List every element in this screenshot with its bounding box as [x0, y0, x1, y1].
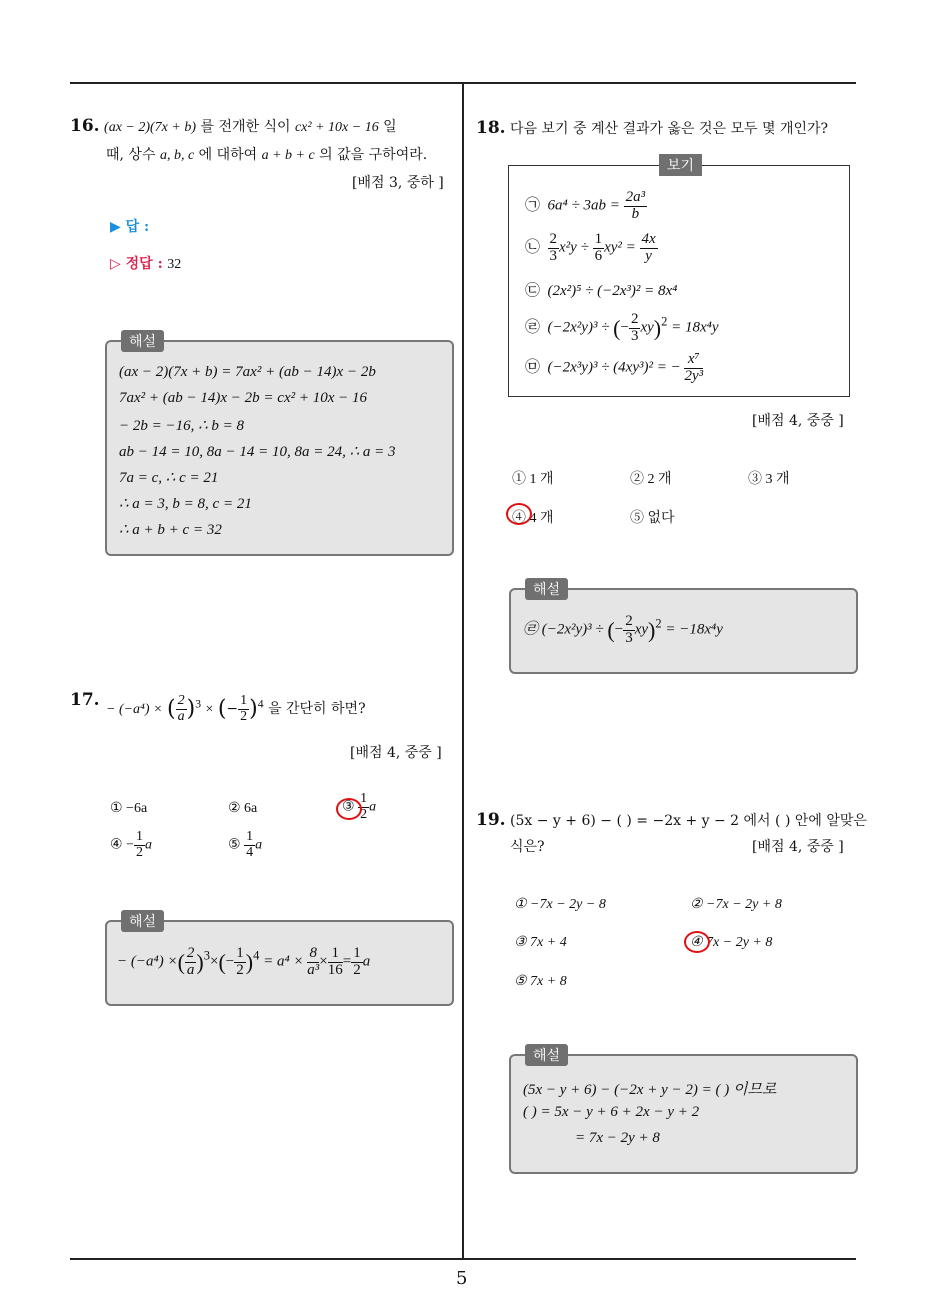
question-number: 18. — [476, 118, 506, 138]
option-3[interactable]: ③ 3 개 — [748, 472, 790, 487]
math-expr: (ax − 2)(7x + b) — [104, 120, 197, 135]
question-text: (5x − y + 6) − ( ) = −2x + y − 2 에서 ( ) 안에 알맞은 — [510, 813, 867, 829]
solution-line: (ax − 2)(7x + b) = 7ax² + (ab − 14)x − 2b — [119, 364, 376, 380]
option-4[interactable]: ④ 4 개 — [512, 511, 554, 526]
selected-mark — [336, 798, 362, 820]
option-4[interactable]: ④ − $\frac{1}{2}$ a — [110, 829, 152, 860]
bogi-item: ㉣ (−2x²y)³ ÷ (− $\frac{2}{3}$ xy)$^2$ = 18x⁴y — [525, 311, 719, 344]
option-3[interactable]: ③ 7x + 4 — [514, 935, 567, 950]
solution-line: (5x − y + 6) − (−2x + y − 2) = ( ) 이므로 — [523, 1082, 777, 1098]
question-text: 의 값을 구하여라. — [319, 147, 428, 163]
solution-tag: 해설 — [121, 330, 164, 352]
selected-mark — [506, 503, 532, 525]
bogi-item: ㉤ (−2x³y)³ ÷ (4xy³)² = − $\frac{\text{x⁷}}{\text{2y³}}$ — [525, 351, 704, 384]
question-19 — [476, 810, 867, 830]
bottom-rule — [70, 1258, 856, 1260]
option-1[interactable]: ① 1 개 — [512, 472, 554, 487]
option-4[interactable]: ④ 7x − 2y + 8 — [690, 935, 773, 950]
solution-box-19 — [509, 1048, 858, 1174]
question-text: 때, 상수 — [106, 147, 156, 163]
score-label: [배점 4, 중중 ] — [752, 839, 844, 855]
question-number: 17. — [70, 690, 100, 710]
correct-label: ▷ 정답 : — [110, 256, 163, 272]
option-2[interactable]: ② −7x − 2y + 8 — [690, 897, 782, 912]
solution-line: − (−a⁴) ×( $\frac{2}{a}$ )$^3$×(− $\frac{1}{2}$ )$^4$ = a⁴ × $\frac{8}{\text{a³}}$ × $\frac{1}{16}$ = $\frac{1}{2}$ a — [117, 945, 371, 978]
column-divider — [462, 82, 464, 1260]
solution-line: − 2b = −16, ∴ b = 8 — [119, 418, 245, 434]
option-5[interactable]: ⑤ $\frac{1}{4}$ a — [228, 829, 263, 860]
bogi-item: ㉠ 6a⁴ ÷ 3ab = $\frac{\text{2a³}}{b}$ — [525, 189, 646, 222]
score-label: [배점 4, 중중 ] — [752, 413, 844, 429]
selected-mark — [684, 931, 710, 953]
question-text: 를 전개한 식이 — [200, 119, 291, 135]
option-3[interactable]: ③ $\frac{1}{2}$ a — [342, 791, 377, 822]
correct-answer — [110, 253, 181, 273]
question-text: 식은? — [510, 839, 545, 855]
option-2[interactable]: ② 6a — [228, 801, 258, 816]
solution-box-17 — [105, 914, 454, 1006]
math-expr: cx² + 10x − 16 — [294, 120, 379, 135]
correct-value: 32 — [167, 257, 182, 272]
question-number: 16. — [70, 116, 100, 136]
solution-box-16 — [105, 334, 454, 556]
solution-box-18 — [509, 582, 858, 674]
math-expr: a + b + c — [261, 148, 315, 163]
question-text: 일 — [383, 119, 397, 135]
solution-line: ㉣ (−2x²y)³ ÷ (− $\frac{2}{3}$ xy)$^2$ = −18x⁴y — [523, 613, 723, 646]
option-5[interactable]: ⑤ 없다 — [630, 511, 675, 526]
answer-label: ▶ 답 : — [110, 219, 150, 235]
score-label: [배점 4, 중중 ] — [350, 745, 442, 761]
solution-tag: 해설 — [525, 578, 568, 600]
solution-line: 7ax² + (ab − 14)x − 2b = cx² + 10x − 16 — [119, 390, 368, 406]
math-expr: a, b, c — [159, 148, 195, 163]
question-text: 에 대하여 — [198, 147, 258, 163]
solution-line: 7a = c, ∴ c = 21 — [119, 470, 219, 486]
solution-line: ∴ a = 3, b = 8, c = 21 — [119, 496, 252, 512]
solution-line: ab − 14 = 10, 8a − 14 = 10, 8a = 24, ∴ a = 3 — [119, 444, 396, 460]
bogi-box — [508, 158, 850, 397]
question-17-expr: − (−a⁴) × ( $\frac{2}{a}$ )$^3$ × (− $\frac{1}{2}$ )$^4$ 을 간단히 하면? — [106, 693, 366, 724]
bogi-item: ㉡ $\frac{2}{3}$ x²y ÷ $\frac{1}{6}$ xy² = $\frac{4x}{y}$ — [525, 231, 656, 264]
question-text: 을 간단히 하면? — [268, 701, 366, 718]
bogi-item: ㉢ (2x²)⁵ ÷ (−2x³)² = 8x⁴ — [525, 283, 678, 299]
question-text: 다음 보기 중 계산 결과가 옳은 것은 모두 몇 개인가? — [510, 121, 829, 137]
solution-line: ( ) = 5x − y + 6 + 2x − y + 2 — [523, 1104, 700, 1120]
bogi-tag: 보기 — [659, 154, 702, 176]
solution-line: ∴ a + b + c = 32 — [119, 522, 222, 538]
solution-line: = 7x − 2y + 8 — [575, 1130, 660, 1146]
question-number: 19. — [476, 810, 506, 830]
option-5[interactable]: ⑤ 7x + 8 — [514, 974, 567, 989]
solution-tag: 해설 — [525, 1044, 568, 1066]
page-number: 5 — [456, 1268, 468, 1289]
option-1[interactable]: ① −6a — [110, 801, 148, 816]
question-18 — [476, 118, 828, 138]
solution-tag: 해설 — [121, 910, 164, 932]
option-1[interactable]: ① −7x − 2y − 8 — [514, 897, 606, 912]
score-label: [배점 3, 중하 ] — [352, 175, 444, 191]
option-2[interactable]: ② 2 개 — [630, 472, 672, 487]
